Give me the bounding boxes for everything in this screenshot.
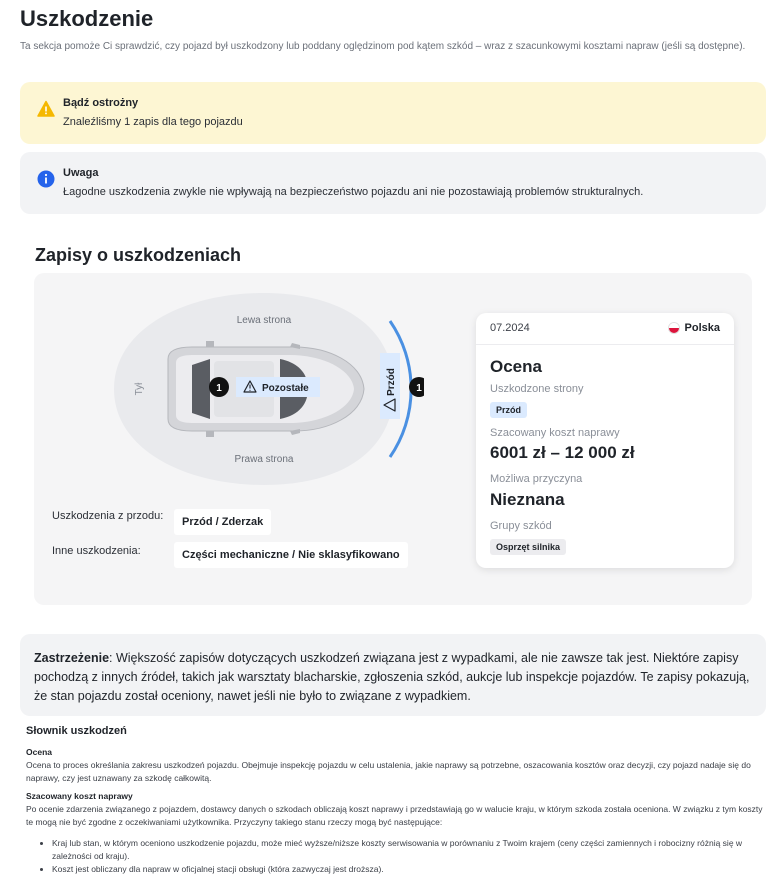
disclaimer-box [20, 634, 766, 716]
car-damage-diagram [94, 289, 424, 489]
damaged-sides-label: Uszkodzone strony [490, 383, 584, 395]
warning-title: Bądź ostrożny [63, 97, 139, 109]
page-title: Uszkodzenie [20, 6, 154, 31]
card-divider [476, 344, 734, 345]
disclaimer-text: : Większość zapisów dotyczących uszkodzeń związana jest z wypadkami, ale nie zawsze tak jest. Niektóre zapisy pochodzą z innych źródeł, takich jak warsztaty blacharskie, zgłoszenia szkód, aukcje lub inspekcje pojazdów. Te zapisy pokazują, że stan pojazdu został oceniony, nawet jeśli nie było to związane z wypadkiem. [34, 651, 750, 703]
glossary-term-repair-cost: Szacowany koszt naprawy [26, 791, 133, 801]
front-damage-detail-label: Uszkodzenia z przodu: [52, 510, 164, 522]
glossary-reasons-list [52, 837, 766, 876]
possible-cause-label: Możliwa przyczyna [490, 473, 583, 485]
record-date: 07.2024 [490, 322, 530, 334]
record-country-label: Polska [684, 322, 720, 334]
other-damage-count: 1 [216, 383, 222, 394]
damage-groups-label: Grupy szkód [490, 520, 552, 532]
glossary-title: Słownik uszkodzeń [26, 725, 127, 737]
other-damage-detail-value: Części mechaniczne / Nie sklasyfikowano [174, 542, 408, 568]
possible-cause-value: Nieznana [490, 490, 565, 509]
damage-record-card[interactable] [476, 313, 734, 568]
repair-cost-value: 6001 zł – 12 000 zł [490, 443, 635, 462]
repair-cost-label: Szacowany koszt naprawy [490, 427, 620, 439]
glossary-def-assessment: Ocena to proces określania zakresu uszkodzeń pojazdu. Obejmuje inspekcję pojazdu w celu ustalenia, jakie naprawy są potrzebne, oszacowania kosztów oraz decyzji, czy pojazd nadaje się do naprawy, czy jest uznawany za szkodę całkowitą. [26, 760, 751, 783]
info-text: Łagodne uszkodzenia zwykle nie wpływają na bezpieczeństwo pojazdu ani nie pozostawiają problemów strukturalnych. [63, 186, 644, 198]
damage-glossary [26, 725, 766, 876]
glossary-reason-item: • Kraj lub stan, w którym oceniono uszkodzenie pojazdu, może mieć wyższe/niższe koszty serwisowania w porównaniu z Twoim krajem (ceny części zamiennych i robocizny różnią się w zależności od kraju). [52, 837, 766, 863]
info-icon [37, 170, 55, 188]
left-side-label: Lewa strona [236, 315, 292, 326]
glossary-def-repair-cost: Po ocenie zdarzenia związanego z pojazdem, dostawcy danych o szkodach obliczają koszt naprawy i przedstawiają go w walucie kraju, w którym szkoda została oceniona. W związku z tym koszty te mogą nie być zgodne z oczekiwaniami użytkownika. Przyczyny takiego stanu rzeczy mogą być następujące: [26, 804, 763, 827]
info-title: Uwaga [63, 167, 99, 179]
front-damage-label: Przód [386, 368, 397, 396]
records-title: Zapisy o uszkodzeniach [35, 245, 242, 265]
disclaimer-title: Zastrzeżenie [34, 651, 110, 665]
info-alert [20, 152, 766, 214]
right-side-label: Prawa strona [234, 454, 294, 465]
warning-alert [20, 82, 766, 144]
rear-label: Tył [134, 382, 145, 396]
front-damage-detail-value: Przód / Zderzak [174, 509, 271, 535]
poland-flag-icon [668, 322, 680, 334]
damaged-sides-chip: Przód [490, 402, 527, 418]
warning-text: Znaleźliśmy 1 zapis dla tego pojazdu [63, 116, 243, 128]
record-country [668, 322, 720, 334]
front-damage-count: 1 [416, 383, 422, 394]
warning-triangle-icon [37, 100, 55, 118]
page-subtitle: Ta sekcja pomoże Ci sprawdzić, czy pojazd był uszkodzony lub poddany oględzinom pod kątem szkód – wraz z szacunkowymi kosztami napraw (jeśli są dostępne). [20, 41, 746, 52]
other-damage-label: Pozostałe [262, 383, 309, 394]
other-damage-detail-label: Inne uszkodzenia: [52, 545, 141, 557]
glossary-term-assessment: Ocena [26, 747, 52, 757]
damage-records-panel [34, 273, 752, 605]
damage-groups-chip: Osprzęt silnika [490, 539, 566, 555]
glossary-reason-item: • Koszt jest obliczany dla napraw w oficjalnej stacji obsługi (która zazwyczaj jest droższa). [52, 863, 766, 876]
record-heading: Ocena [490, 357, 542, 376]
